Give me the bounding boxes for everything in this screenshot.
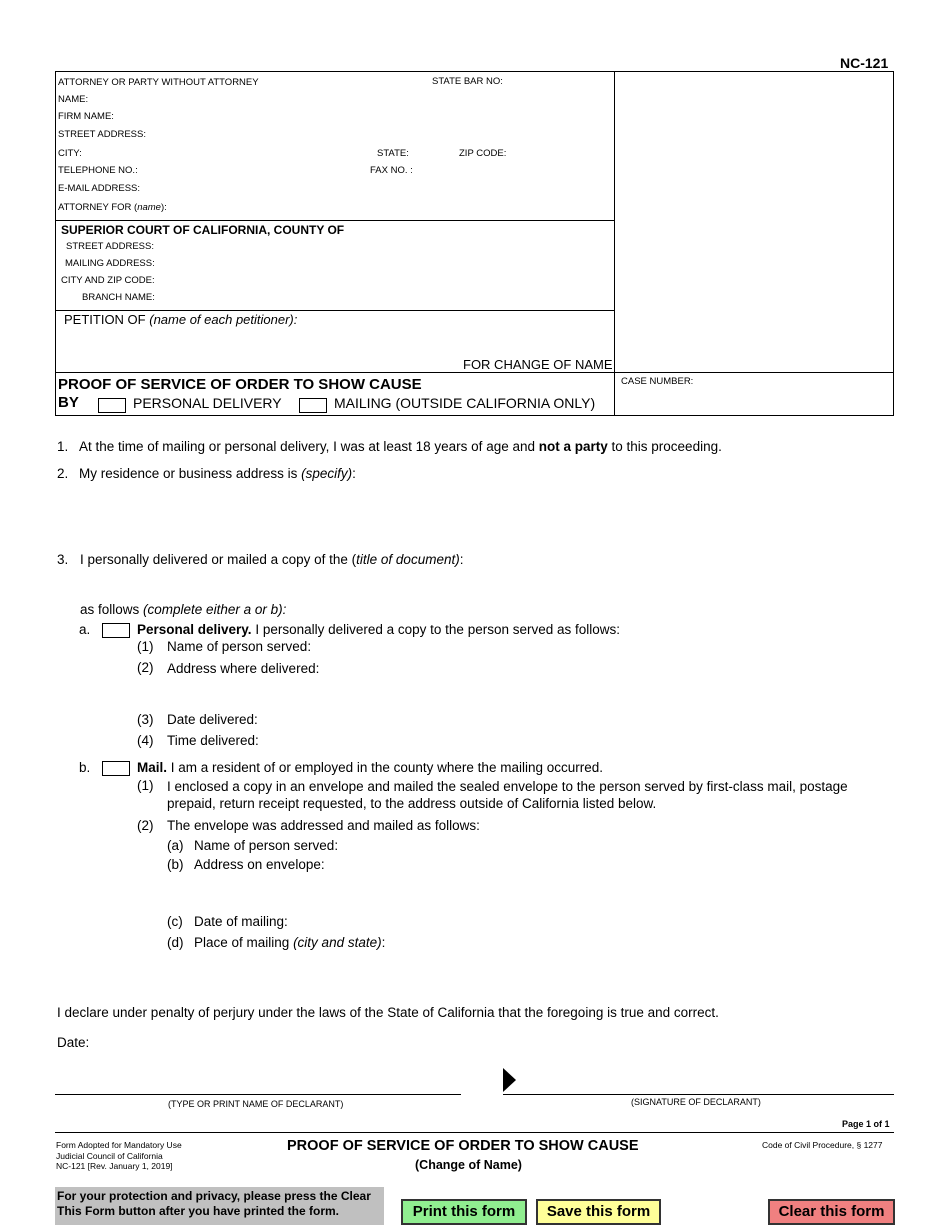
- personal-delivery-label: PERSONAL DELIVERY: [133, 395, 282, 411]
- by-label: BY: [58, 394, 79, 411]
- date-of-mailing-field[interactable]: Date of mailing:: [194, 914, 288, 929]
- item-3ba-letter: (a): [167, 838, 184, 853]
- personal-delivery-3a-checkbox[interactable]: [102, 623, 130, 638]
- rule-title: [55, 372, 894, 373]
- item-3a-letter: a.: [79, 622, 91, 637]
- petition-field[interactable]: PETITION OF (name of each petitioner):: [64, 312, 298, 327]
- privacy-note: [55, 1187, 384, 1225]
- item-3b2-number: (2): [137, 818, 154, 833]
- mailing-checkbox[interactable]: [299, 398, 327, 413]
- item-3-field[interactable]: I personally delivered or mailed a copy of the (title of document):: [80, 552, 464, 567]
- item-3b1-line-2: prepaid, return receipt requested, to the address outside of California listed below.: [167, 796, 657, 811]
- caption-divider: [614, 71, 615, 416]
- item-3b1-line-1: I enclosed a copy in an envelope and mailed the sealed envelope to the person served by first-class mail, postage: [167, 779, 848, 794]
- court-city-field[interactable]: CITY AND ZIP CODE:: [61, 275, 155, 286]
- footer-subtitle: (Change of Name): [415, 1158, 522, 1172]
- page-number: Page 1 of 1: [842, 1119, 890, 1129]
- footer-council: Judicial Council of California: [56, 1150, 163, 1161]
- street-field[interactable]: STREET ADDRESS:: [58, 129, 146, 140]
- item-3a4-number: (4): [137, 733, 154, 748]
- court-mailing-field[interactable]: MAILING ADDRESS:: [65, 258, 155, 269]
- address-delivered-field[interactable]: Address where delivered:: [167, 661, 320, 676]
- footer-revision: NC-121 [Rev. January 1, 2019]: [56, 1161, 173, 1171]
- item-1-number: 1.: [57, 439, 69, 454]
- clear-button[interactable]: Clear this form: [768, 1199, 895, 1225]
- as-follows-label: as follows (complete either a or b):: [80, 602, 287, 617]
- city-field[interactable]: CITY:: [58, 148, 82, 159]
- declaration-text: I declare under penalty of perjury under the laws of the State of California that the foregoing is true and correct.: [57, 1005, 719, 1020]
- zip-field[interactable]: ZIP CODE:: [459, 148, 507, 159]
- attorney-for-field[interactable]: ATTORNEY FOR (name):: [58, 202, 167, 213]
- print-button[interactable]: Print this form: [401, 1199, 527, 1225]
- item-3bc-letter: (c): [167, 914, 183, 929]
- item-1-text: At the time of mailing or personal delivery, I was at least 18 years of age and not a party to this proceeding.: [79, 439, 722, 454]
- mailing-label: MAILING (OUTSIDE CALIFORNIA ONLY): [334, 395, 596, 411]
- phone-field[interactable]: TELEPHONE NO.:: [58, 165, 138, 176]
- attorney-label: ATTORNEY OR PARTY WITHOUT ATTORNEY: [58, 77, 259, 88]
- state-field[interactable]: STATE:: [377, 148, 409, 159]
- footer-code: Code of Civil Procedure, § 1277: [762, 1140, 883, 1150]
- item-3b-letter: b.: [79, 760, 91, 775]
- signature-line[interactable]: [503, 1094, 894, 1095]
- court-street-field[interactable]: STREET ADDRESS:: [66, 241, 154, 252]
- change-of-name-label: FOR CHANGE OF NAME: [463, 357, 613, 372]
- item-3a3-number: (3): [137, 712, 154, 727]
- item-3a1-number: (1): [137, 639, 154, 654]
- address-on-envelope-field[interactable]: Address on envelope:: [194, 857, 325, 872]
- court-title: SUPERIOR COURT OF CALIFORNIA, COUNTY OF: [61, 223, 345, 237]
- item-3bd-letter: (d): [167, 935, 184, 950]
- personal-delivery-checkbox[interactable]: [98, 398, 126, 413]
- privacy-line-1: For your protection and privacy, please press the Clear: [57, 1189, 371, 1203]
- footer-rule: [55, 1132, 894, 1133]
- item-3a2-number: (2): [137, 660, 154, 675]
- item-3b1-number: (1): [137, 778, 154, 793]
- item-3-number: 3.: [57, 552, 69, 567]
- item-2-number: 2.: [57, 466, 69, 481]
- email-field[interactable]: E-MAIL ADDRESS:: [58, 183, 141, 194]
- mail-person-served-field[interactable]: Name of person served:: [194, 838, 339, 853]
- date-field[interactable]: Date:: [57, 1035, 90, 1050]
- item-3b2-text: The envelope was addressed and mailed as follows:: [167, 818, 480, 833]
- footer-adopted: Form Adopted for Mandatory Use: [56, 1140, 182, 1150]
- place-of-mailing-field[interactable]: Place of mailing (city and state):: [194, 935, 386, 950]
- item-2-field[interactable]: My residence or business address is (specify):: [79, 466, 356, 481]
- state-bar-label: STATE BAR NO:: [432, 76, 503, 87]
- case-number-field[interactable]: CASE NUMBER:: [621, 376, 694, 387]
- form-number: NC-121: [840, 55, 889, 71]
- privacy-line-2: This Form button after you have printed the form.: [57, 1204, 340, 1218]
- rule-court: [55, 220, 614, 221]
- declarant-name-line[interactable]: [55, 1094, 461, 1095]
- item-3a-text: Personal delivery. I personally delivered a copy to the person served as follows:: [137, 622, 621, 637]
- court-branch-field[interactable]: BRANCH NAME:: [82, 292, 155, 303]
- mail-3b-checkbox[interactable]: [102, 761, 130, 776]
- item-3bb-letter: (b): [167, 857, 184, 872]
- fax-field[interactable]: FAX NO. :: [370, 165, 413, 176]
- signature-label: (SIGNATURE OF DECLARANT): [631, 1097, 761, 1107]
- rule-petition: [55, 310, 614, 311]
- date-delivered-field[interactable]: Date delivered:: [167, 712, 258, 727]
- save-button[interactable]: Save this form: [536, 1199, 661, 1225]
- time-delivered-field[interactable]: Time delivered:: [167, 733, 259, 748]
- footer-left: [56, 1140, 182, 1172]
- firm-field[interactable]: FIRM NAME:: [58, 111, 114, 122]
- person-served-field[interactable]: Name of person served:: [167, 639, 312, 654]
- type-name-label: (TYPE OR PRINT NAME OF DECLARANT): [168, 1099, 344, 1109]
- signature-arrow-icon: [503, 1068, 516, 1092]
- caption-title: PROOF OF SERVICE OF ORDER TO SHOW CAUSE: [58, 376, 422, 393]
- footer-title: PROOF OF SERVICE OF ORDER TO SHOW CAUSE: [287, 1138, 639, 1154]
- name-field[interactable]: NAME:: [58, 94, 89, 105]
- item-3b-text: Mail. I am a resident of or employed in the county where the mailing occurred.: [137, 760, 603, 775]
